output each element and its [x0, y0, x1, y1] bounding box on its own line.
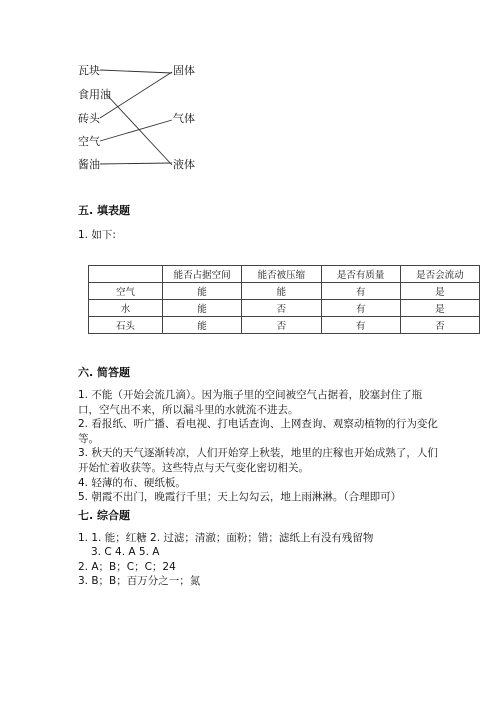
table-header-cell: 能否被压缩: [242, 266, 321, 283]
match-line: [100, 70, 172, 73]
answer-line: 1. 1. 能；红糖 2. 过滤；清澈；面粉；错；滤纸上有没有残留物: [78, 532, 374, 544]
table-cell: 是: [400, 283, 479, 300]
match-left-item: 酱油: [78, 158, 100, 171]
table-header-cell: 能否占据空间: [163, 266, 242, 283]
properties-table: [88, 265, 480, 334]
table-header-cell: 是否会流动: [400, 266, 479, 283]
table-cell: 有: [321, 300, 400, 317]
table-cell: 石头: [89, 317, 163, 334]
table-cell: 能: [163, 317, 242, 334]
match-left-item: 砖头: [78, 112, 100, 125]
answer-line: 5. 朝霞不出门，晚霞行千里；天上勾勾云，地上雨淋淋。（合理即可）: [78, 491, 402, 504]
answer-line: 3. C 4. A 5. A: [91, 546, 160, 558]
match-line: [100, 163, 172, 164]
table-cell: 是: [400, 300, 479, 317]
answer-line: 等。: [78, 432, 99, 445]
table-cell: 能: [163, 300, 242, 317]
match-connector-lines: [0, 0, 500, 200]
match-line: [100, 120, 172, 141]
table-cell: 有: [321, 283, 400, 300]
answer-line: 4. 轻薄的布、硬纸板。: [78, 476, 186, 489]
answer-line: 开始忙着收获等。这些特点与天气变化密切相关。: [78, 461, 309, 474]
answer-line: 2. 看报纸、听广播、看电视、打电话查询、上网查询、观察动植物的行为变化: [78, 418, 438, 431]
match-line: [100, 72, 172, 118]
table-cell: 否: [242, 300, 321, 317]
table-cell: 能: [163, 283, 242, 300]
match-right-item: 固体: [173, 64, 195, 77]
table-row: [89, 283, 480, 300]
section-7-title: 七. 综合题: [78, 509, 131, 522]
table-row: [89, 300, 480, 317]
table-cell: 水: [89, 300, 163, 317]
table-cell: 空气: [89, 283, 163, 300]
table-header-cell: [89, 266, 163, 283]
answer-line: 3. B；B；百万分之一；氮: [78, 575, 201, 587]
table-cell: 有: [321, 317, 400, 334]
match-left-item: 瓦块: [78, 64, 100, 77]
section-6-title: 六. 简答题: [78, 366, 131, 379]
section-5-title: 五. 填表题: [78, 204, 131, 217]
table-header-row: [89, 266, 480, 283]
question-label: 1. 如下:: [78, 229, 116, 241]
table-cell: 否: [242, 317, 321, 334]
answer-line: 3. 秋天的天气逐渐转凉，人们开始穿上秋装，地里的庄稼也开始成熟了，人们: [78, 447, 438, 460]
answer-line: 2. A；B；C；C；24: [78, 561, 176, 573]
table-row: [89, 317, 480, 334]
match-left-item: 空气: [78, 135, 100, 148]
answer-line: 1. 不能（开始会流几滴）。因为瓶子里的空间被空气占据着，胶塞封住了瓶: [78, 389, 423, 401]
table-cell: 能: [242, 283, 321, 300]
table-cell: 否: [400, 317, 479, 334]
match-right-item: 气体: [173, 112, 195, 125]
match-right-item: 液体: [173, 158, 195, 171]
table-header-cell: 是否有质量: [321, 266, 400, 283]
answer-block: [78, 388, 438, 505]
match-left-item: 食用油: [78, 88, 111, 101]
answer-line: 口，空气出不来，所以漏斗里的水就流不进去。: [78, 403, 299, 416]
